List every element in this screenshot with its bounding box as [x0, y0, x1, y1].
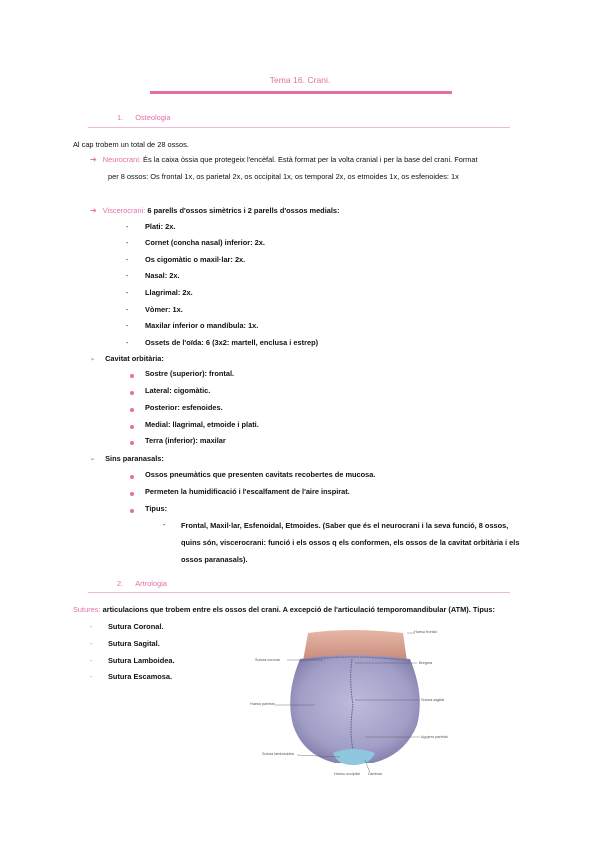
bullet-icon	[130, 441, 134, 445]
bullet-icon	[130, 509, 134, 513]
list-item: - Ossets de l'oïda: 6 (3x2: martell, enclusa i estrep)	[126, 338, 319, 347]
list-item: Terra (inferior): maxilar	[130, 438, 134, 447]
list-item: - Nasal: 2x.	[126, 271, 180, 280]
list-item: - Sutura Sagital.	[90, 639, 160, 648]
skull-shape	[290, 655, 420, 763]
tipus-text-1: Frontal, Maxil·lar, Esfenoidal, Etmoides. (Saber que és el neurocrani i la seva funció, 8 ossos,	[181, 521, 509, 530]
bullet-icon	[130, 425, 134, 429]
intro-text: Al cap trobem un total de 28 ossos.	[73, 140, 189, 149]
list-item: Ossos pneumàtics que presenten cavitats recobertes de mucosa.	[130, 472, 134, 481]
triangle-bullet-icon: ➢	[90, 357, 96, 363]
title-underline	[150, 91, 452, 94]
list-item: - Llagrimal: 2x.	[126, 288, 193, 297]
section-2-label: Artrologia	[135, 579, 167, 588]
bullet-icon	[130, 475, 134, 479]
list-item: Tipus:	[130, 506, 134, 515]
triangle-bullet-icon: ➢	[90, 457, 96, 463]
page-title: Tema 16. Crani.	[269, 75, 331, 85]
arrow-right-icon: ➔	[90, 155, 97, 164]
sins-label: Sins paranasals:	[105, 454, 164, 463]
section-2-rule	[88, 592, 510, 593]
tipus-dash: -	[163, 520, 166, 529]
list-item: Posterior: esfenoides.	[130, 405, 134, 414]
list-item: Permeten la humidificació i l'escalfament de l'aire inspirat.	[130, 489, 134, 498]
list-item: Lateral: cigomàtic.	[130, 388, 134, 397]
section-1-label: Osteologia	[135, 113, 171, 122]
list-item: - Plati: 2x.	[126, 222, 176, 231]
bullet-icon	[130, 408, 134, 412]
list-item: - Cornet (concha nasal) inferior: 2x.	[126, 238, 265, 247]
viscerocrani-row	[90, 206, 340, 215]
list-item: - Os cigomàtic o maxil·lar: 2x.	[126, 255, 246, 264]
list-item: Sostre (superior): frontal.	[130, 371, 134, 380]
section-2-number: 2.	[117, 579, 124, 588]
section-2-heading	[117, 579, 167, 588]
label-sutura-coronal: Sutura coronal	[255, 658, 280, 662]
list-item: - Sutura Coronal.	[90, 622, 164, 631]
label-lambda: Lambda	[368, 772, 382, 776]
neurocrani-term: Neurocrani:	[102, 155, 141, 164]
bullet-icon	[130, 391, 134, 395]
neurocrani-row	[90, 155, 478, 164]
section-1-number: 1.	[117, 113, 124, 122]
section-1-rule	[88, 127, 510, 128]
list-item: - Maxilar inferior o mandíbula: 1x.	[126, 321, 259, 330]
sutures-text: articulacions que trobem entre els ossos del crani. A excepció de l'articulació temporomandibular (ATM). Tipus:	[102, 605, 495, 614]
neurocrani-text-1: És la caixa òssia que protegeix l'encèfal. Està format per la volta cranial i per la base del crani. Format	[143, 155, 478, 164]
sins-row	[90, 454, 164, 463]
bullet-icon	[130, 374, 134, 378]
label-hueso-occipital: Hueso occipital	[334, 772, 360, 776]
list-item: - Sutura Lamboidea.	[90, 656, 175, 665]
label-agujero-parietal: Agujero parietal	[421, 735, 448, 739]
sutures-row	[73, 605, 495, 614]
list-item: - Vòmer: 1x.	[126, 305, 183, 314]
label-bregma: Bregma	[419, 661, 433, 665]
cavitat-row	[90, 354, 164, 363]
cavitat-label: Cavitat orbitària:	[105, 354, 164, 363]
skull-top-view-figure	[245, 625, 450, 780]
list-item: - Sutura Escamosa.	[90, 672, 173, 681]
section-1-heading	[117, 113, 171, 122]
tipus-text-2: quins són, viscerocrani: funció i els ossos q els conformen, els ossos de la cavitat orbitària i els	[181, 538, 520, 547]
arrow-right-icon: ➔	[90, 206, 97, 215]
label-sutura-lambdoidea: Sutura lambdoidea	[262, 752, 294, 756]
viscerocrani-text: 6 parells d'ossos simètrics i 2 parells d'ossos medials:	[147, 206, 340, 215]
label-hueso-frontal: Hueso frontal	[414, 630, 437, 634]
neurocrani-text-2: per 8 ossos: Os frontal 1x, os parietal 2x, os occipital 1x, os temporal 2x, os etmoides 1x, os esfenoides: 1x	[108, 172, 459, 181]
label-hueso-parietal: Hueso parietal	[250, 702, 275, 706]
sutures-term: Sutures:	[73, 605, 101, 614]
label-sutura-sagital: Sutura sagital	[421, 698, 445, 702]
list-item: Medial: llagrimal, etmoide i plati.	[130, 422, 134, 431]
bullet-icon	[130, 492, 134, 496]
viscerocrani-term: Viscerocrani:	[102, 206, 146, 215]
tipus-text-3: ossos paranasals).	[181, 555, 248, 564]
